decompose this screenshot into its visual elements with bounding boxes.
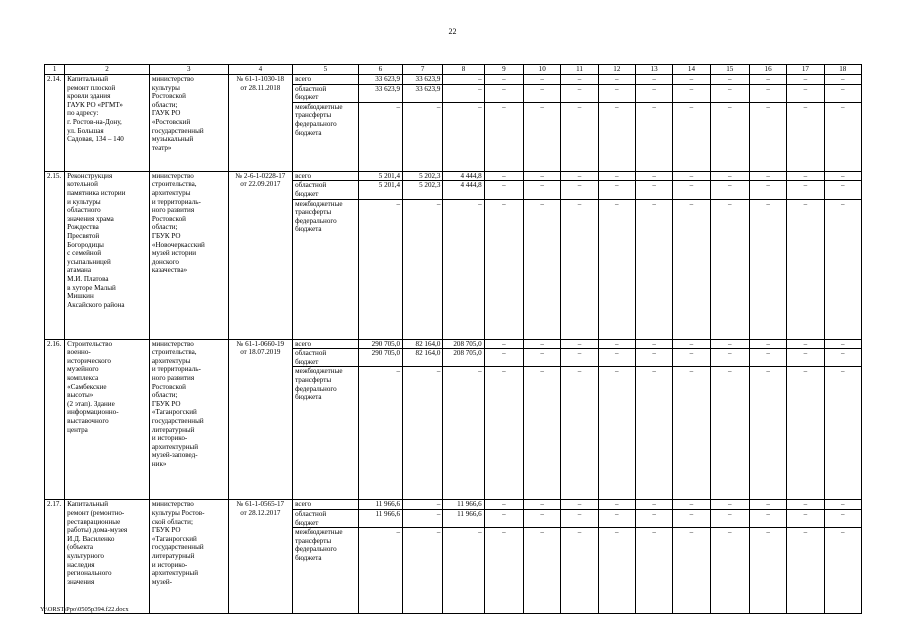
amount-cell: – xyxy=(635,75,672,85)
amount-cell: – xyxy=(524,339,561,349)
amount-cell: – xyxy=(749,75,786,85)
amount-cell: – xyxy=(484,528,523,614)
amount-cell: – xyxy=(787,349,824,367)
funding-source: межбюджетные трансферты федерального бюджета xyxy=(293,102,359,171)
amount-year-1: 82 164,0 xyxy=(403,349,443,367)
amount-cell: – xyxy=(824,102,861,171)
budget-table xyxy=(44,64,862,614)
amount-cell: – xyxy=(635,199,672,339)
column-header: 17 xyxy=(787,65,824,75)
amount-cell: – xyxy=(787,102,824,171)
amount-cell: – xyxy=(598,102,635,171)
column-header: 14 xyxy=(673,65,710,75)
amount-cell: – xyxy=(673,500,710,510)
amount-cell: – xyxy=(787,500,824,510)
amount-cell: – xyxy=(710,339,749,349)
object-name: Капитальный ремонт плоской кровли здания ГАУК РО «РГМТ» по адресу: г. Ростов-на-Дону, ул. Большая Садовая, 134 – 140 xyxy=(65,75,150,172)
amount-year-2: – xyxy=(443,199,484,339)
amount-year-1: 82 164,0 xyxy=(403,339,443,349)
amount-cell: – xyxy=(524,509,561,527)
column-header: 12 xyxy=(598,65,635,75)
amount-cell: – xyxy=(673,102,710,171)
amount-cell: – xyxy=(673,75,710,85)
amount-cell: – xyxy=(749,349,786,367)
amount-cell: – xyxy=(598,75,635,85)
amount-cell: – xyxy=(484,171,523,181)
row-number: 2.17. xyxy=(45,500,65,614)
amount-year-1: – xyxy=(403,367,443,500)
amount-year-2: – xyxy=(443,102,484,171)
amount-year-2: – xyxy=(443,84,484,102)
table-row xyxy=(45,75,862,85)
row-number: 2.14. xyxy=(45,75,65,172)
amount-cell: – xyxy=(673,171,710,181)
responsible-agency: министерство строительства, архитектуры и территориаль- ного развития Ростовской области; ГБУК РО «Таганрогский государственный литературный и историко- архитектурный музей-заповед- ник» xyxy=(149,339,228,500)
amount-year-2: 208 705,0 xyxy=(443,339,484,349)
amount-total: 5 201,4 xyxy=(358,171,402,181)
amount-year-2: 11 966,6 xyxy=(443,500,484,510)
amount-cell: – xyxy=(787,509,824,527)
amount-total: 11 966,6 xyxy=(358,509,402,527)
amount-cell: – xyxy=(673,528,710,614)
amount-cell: – xyxy=(749,181,786,199)
amount-cell: – xyxy=(484,339,523,349)
amount-total: 290 705,0 xyxy=(358,339,402,349)
amount-total: – xyxy=(358,102,402,171)
amount-year-1: 33 623,9 xyxy=(403,84,443,102)
amount-cell: – xyxy=(598,349,635,367)
amount-cell: – xyxy=(635,500,672,510)
amount-cell: – xyxy=(598,367,635,500)
amount-total: 11 966,6 xyxy=(358,500,402,510)
amount-cell: – xyxy=(824,500,861,510)
column-header: 9 xyxy=(484,65,523,75)
amount-cell: – xyxy=(710,84,749,102)
amount-year-2: 11 966,6 xyxy=(443,509,484,527)
amount-total: 290 705,0 xyxy=(358,349,402,367)
amount-cell: – xyxy=(561,500,598,510)
amount-cell: – xyxy=(635,349,672,367)
amount-cell: – xyxy=(710,349,749,367)
amount-cell: – xyxy=(749,339,786,349)
funding-source: межбюджетные трансферты федерального бюджета xyxy=(293,199,359,339)
amount-cell: – xyxy=(598,199,635,339)
amount-cell: – xyxy=(635,171,672,181)
expertise-document: № 61-1-0565-17 от 28.12.2017 xyxy=(228,500,293,614)
amount-year-1: – xyxy=(403,102,443,171)
amount-cell: – xyxy=(598,509,635,527)
amount-cell: – xyxy=(561,171,598,181)
amount-cell: – xyxy=(749,84,786,102)
funding-source: всего xyxy=(293,500,359,510)
amount-cell: – xyxy=(524,75,561,85)
amount-year-2: – xyxy=(443,528,484,614)
column-header: 5 xyxy=(293,65,359,75)
row-number: 2.16. xyxy=(45,339,65,500)
amount-cell: – xyxy=(635,181,672,199)
amount-cell: – xyxy=(824,75,861,85)
amount-cell: – xyxy=(673,367,710,500)
amount-cell: – xyxy=(749,528,786,614)
amount-cell: – xyxy=(710,199,749,339)
amount-cell: – xyxy=(824,181,861,199)
row-number: 2.15. xyxy=(45,171,65,339)
amount-year-2: 4 444,8 xyxy=(443,171,484,181)
amount-year-1: – xyxy=(403,199,443,339)
amount-cell: – xyxy=(787,84,824,102)
column-header: 13 xyxy=(635,65,672,75)
expertise-document: № 2-6-1-0228-17 от 22.09.2017 xyxy=(228,171,293,339)
amount-cell: – xyxy=(710,171,749,181)
amount-cell: – xyxy=(635,528,672,614)
column-header: 7 xyxy=(403,65,443,75)
amount-cell: – xyxy=(749,367,786,500)
amount-cell: – xyxy=(787,75,824,85)
amount-cell: – xyxy=(524,367,561,500)
amount-cell: – xyxy=(749,500,786,510)
amount-year-1: – xyxy=(403,509,443,527)
amount-cell: – xyxy=(635,84,672,102)
amount-cell: – xyxy=(787,171,824,181)
amount-cell: – xyxy=(710,528,749,614)
column-header: 2 xyxy=(65,65,150,75)
amount-cell: – xyxy=(561,509,598,527)
amount-cell: – xyxy=(524,349,561,367)
amount-cell: – xyxy=(484,367,523,500)
funding-source: межбюджетные трансферты федерального бюджета xyxy=(293,367,359,500)
expertise-document: № 61-1-1030-18 от 28.11.2018 xyxy=(228,75,293,172)
amount-cell: – xyxy=(749,102,786,171)
amount-cell: – xyxy=(524,528,561,614)
amount-year-1: 5 202,3 xyxy=(403,171,443,181)
amount-cell: – xyxy=(673,339,710,349)
amount-cell: – xyxy=(673,84,710,102)
amount-cell: – xyxy=(561,199,598,339)
amount-total: – xyxy=(358,367,402,500)
column-header: 3 xyxy=(149,65,228,75)
column-header: 4 xyxy=(228,65,293,75)
amount-cell: – xyxy=(824,171,861,181)
amount-cell: – xyxy=(710,500,749,510)
column-number-row xyxy=(45,65,862,75)
funding-source: межбюджетные трансферты федерального бюджета xyxy=(293,528,359,614)
amount-cell: – xyxy=(824,528,861,614)
amount-total: 33 623,9 xyxy=(358,75,402,85)
funding-source: областной бюджет xyxy=(293,509,359,527)
amount-cell: – xyxy=(484,500,523,510)
amount-cell: – xyxy=(524,181,561,199)
amount-year-1: – xyxy=(403,528,443,614)
amount-cell: – xyxy=(561,339,598,349)
amount-cell: – xyxy=(710,367,749,500)
amount-cell: – xyxy=(598,171,635,181)
column-header: 16 xyxy=(749,65,786,75)
amount-cell: – xyxy=(787,528,824,614)
column-header: 1 xyxy=(45,65,65,75)
amount-total: – xyxy=(358,528,402,614)
amount-cell: – xyxy=(635,102,672,171)
amount-cell: – xyxy=(673,199,710,339)
amount-cell: – xyxy=(484,509,523,527)
amount-cell: – xyxy=(824,339,861,349)
responsible-agency: министерство культуры Ростовской области; ГАУК РО «Ростовский государственный музыкальный театр» xyxy=(149,75,228,172)
amount-total: 5 201,4 xyxy=(358,181,402,199)
amount-year-2: 4 444,8 xyxy=(443,181,484,199)
amount-year-2: 208 705,0 xyxy=(443,349,484,367)
object-name: Реконструкция котельной памятника истории и культуры областного значения храма Рождества Пресвятой Богородицы с семейной усыпальницей атамана М.И. Платова в хуторе Малый Мишкин Аксайского района xyxy=(65,171,150,339)
amount-year-1: 33 623,9 xyxy=(403,75,443,85)
column-header: 15 xyxy=(710,65,749,75)
amount-cell: – xyxy=(524,199,561,339)
amount-cell: – xyxy=(673,181,710,199)
amount-cell: – xyxy=(824,349,861,367)
amount-cell: – xyxy=(561,102,598,171)
amount-cell: – xyxy=(710,75,749,85)
column-header: 18 xyxy=(824,65,861,75)
amount-cell: – xyxy=(673,349,710,367)
amount-cell: – xyxy=(787,339,824,349)
amount-cell: – xyxy=(749,509,786,527)
responsible-agency: министерство культуры Ростов- ской области; ГБУК РО «Таганрогский государственный литературный и историко- архитектурный музей- xyxy=(149,500,228,614)
amount-cell: – xyxy=(561,84,598,102)
table-row xyxy=(45,500,862,510)
amount-cell: – xyxy=(710,102,749,171)
amount-cell: – xyxy=(524,171,561,181)
funding-source: всего xyxy=(293,339,359,349)
amount-cell: – xyxy=(749,199,786,339)
amount-cell: – xyxy=(484,199,523,339)
amount-cell: – xyxy=(561,528,598,614)
amount-cell: – xyxy=(598,500,635,510)
amount-cell: – xyxy=(524,500,561,510)
object-name: Капитальный ремонт (ремонтно- реставрационные работы) дома-музея И.Д. Василенко (объекта культурного наследия регионального значения xyxy=(65,500,150,614)
funding-source: всего xyxy=(293,171,359,181)
amount-cell: – xyxy=(824,199,861,339)
column-header: 10 xyxy=(524,65,561,75)
amount-cell: – xyxy=(524,84,561,102)
amount-cell: – xyxy=(598,181,635,199)
amount-cell: – xyxy=(787,181,824,199)
amount-cell: – xyxy=(598,339,635,349)
amount-cell: – xyxy=(787,367,824,500)
funding-source: областной бюджет xyxy=(293,181,359,199)
amount-cell: – xyxy=(484,75,523,85)
funding-source: областной бюджет xyxy=(293,84,359,102)
amount-year-1: – xyxy=(403,500,443,510)
column-header: 6 xyxy=(358,65,402,75)
table-row xyxy=(45,171,862,181)
column-header: 8 xyxy=(443,65,484,75)
amount-cell: – xyxy=(673,509,710,527)
amount-cell: – xyxy=(524,102,561,171)
funding-source: всего xyxy=(293,75,359,85)
amount-cell: – xyxy=(561,349,598,367)
amount-cell: – xyxy=(635,509,672,527)
amount-cell: – xyxy=(824,367,861,500)
object-name: Строительство военно- исторического музейного комплекса «Самбекские высоты» (2 этап). Здание информационно- выставочного центра xyxy=(65,339,150,500)
amount-cell: – xyxy=(710,181,749,199)
amount-cell: – xyxy=(561,181,598,199)
amount-year-2: – xyxy=(443,367,484,500)
expertise-document: № 61-1-0660-19 от 18.07.2019 xyxy=(228,339,293,500)
amount-cell: – xyxy=(561,367,598,500)
footer-file-path: Y:\ORST\Ppo\0505p394.f22.docx xyxy=(40,606,129,613)
amount-cell: – xyxy=(561,75,598,85)
page-number: 22 xyxy=(448,27,457,36)
amount-cell: – xyxy=(749,171,786,181)
amount-cell: – xyxy=(824,509,861,527)
amount-cell: – xyxy=(484,349,523,367)
amount-cell: – xyxy=(710,509,749,527)
amount-cell: – xyxy=(787,199,824,339)
amount-cell: – xyxy=(635,367,672,500)
amount-year-2: – xyxy=(443,75,484,85)
table-row xyxy=(45,339,862,349)
amount-total: – xyxy=(358,199,402,339)
amount-cell: – xyxy=(484,181,523,199)
funding-source: областной бюджет xyxy=(293,349,359,367)
amount-total: 33 623,9 xyxy=(358,84,402,102)
amount-cell: – xyxy=(598,528,635,614)
column-header: 11 xyxy=(561,65,598,75)
amount-cell: – xyxy=(484,84,523,102)
amount-cell: – xyxy=(484,102,523,171)
amount-cell: – xyxy=(598,84,635,102)
amount-cell: – xyxy=(635,339,672,349)
amount-year-1: 5 202,3 xyxy=(403,181,443,199)
responsible-agency: министерство строительства, архитектуры и территориаль- ного развития Ростовской области; ГБУК РО «Новочеркасский музей истории донского казачества» xyxy=(149,171,228,339)
amount-cell: – xyxy=(824,84,861,102)
